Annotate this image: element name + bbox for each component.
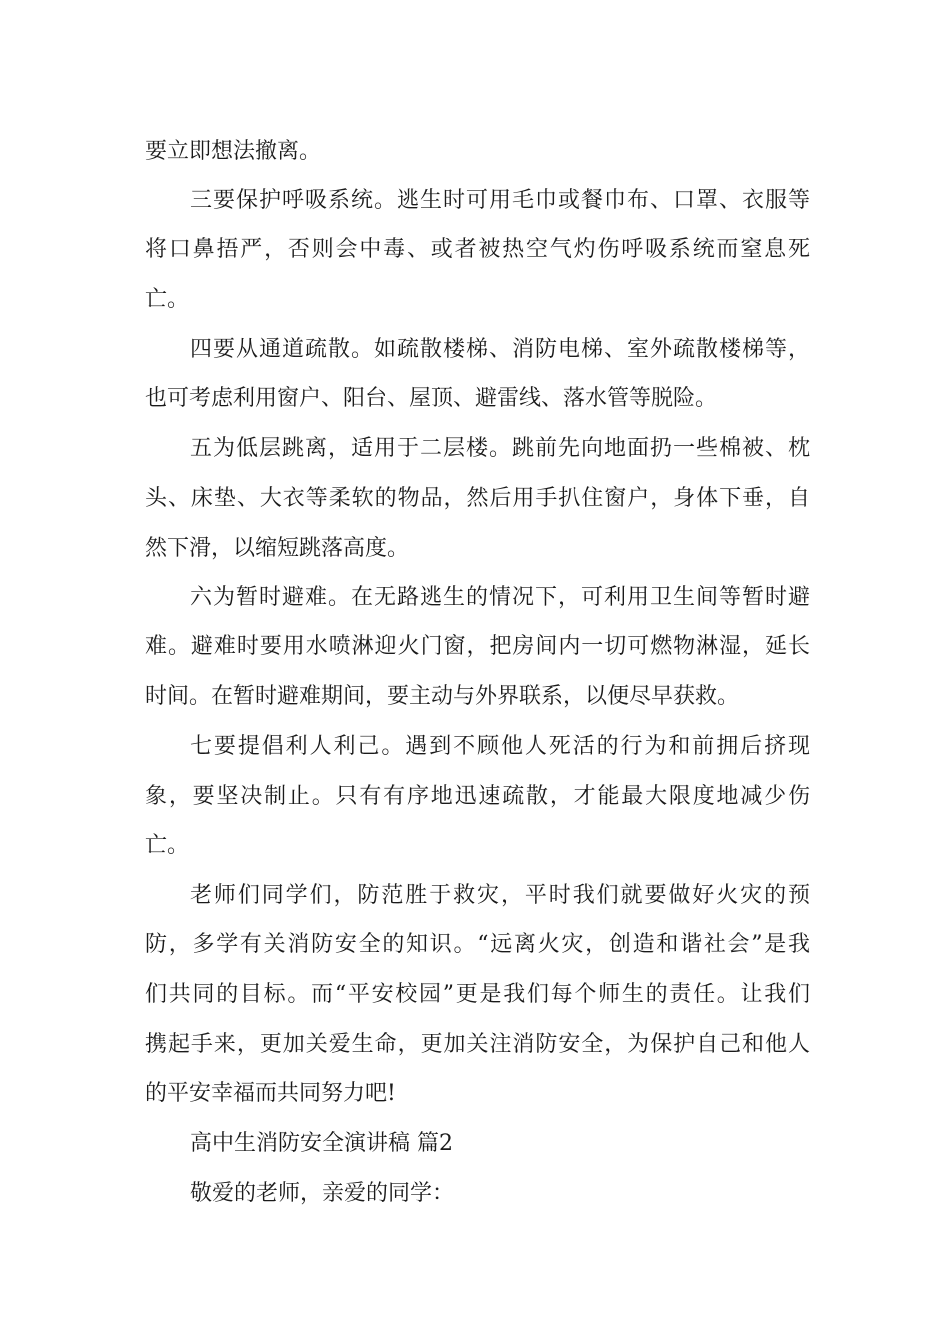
text-line: 老师们同学们，防范胜于救灾，平时我们就要做好火灾的预 — [190, 883, 810, 908]
text-line: 时间。在暂时避难期间，要主动与外界联系，以便尽早获救。 — [145, 684, 740, 709]
text-line: 四要从通道疏散。如疏散楼梯、消防电梯、室外疏散楼梯等， — [190, 337, 810, 362]
text-line: 携起手来，更加关爱生命，更加关注消防安全，为保护自己和他人 — [145, 1032, 810, 1057]
salutation: 敬爱的老师，亲爱的同学： — [190, 1181, 455, 1206]
text-line: 亡。 — [145, 833, 190, 858]
text-line: 七要提倡利人利己。遇到不顾他人死活的行为和前拥后挤现 — [190, 734, 810, 759]
text-line: 也可考虑利用窗户、阳台、屋顶、避雷线、落水管等脱险。 — [145, 386, 718, 411]
text-line: 然下滑，以缩短跳落高度。 — [145, 536, 410, 561]
text-line: 六为暂时避难。在无路逃生的情况下，可利用卫生间等暂时避 — [190, 585, 810, 610]
text-line: 将口鼻捂严，否则会中毒、或者被热空气灼伤呼吸系统而窒息死 — [145, 237, 810, 262]
text-line: 要立即想法撤离。 — [145, 139, 322, 164]
text-line: 头、床垫、大衣等柔软的物品，然后用手扒住窗户，身体下垂，自 — [145, 486, 810, 511]
text-line: 难。避难时要用水喷淋迎火门窗，把房间内一切可燃物淋湿，延长 — [145, 634, 810, 659]
text-line: 防，多学有关消防安全的知识。“远离火灾，创造和谐社会”是我 — [145, 932, 810, 957]
text-line: 们共同的目标。而“平安校园”更是我们每个师生的责任。让我们 — [145, 982, 810, 1007]
section-heading: 高中生消防安全演讲稿 篇2 — [190, 1131, 453, 1156]
text-line: 的平安幸福而共同努力吧! — [145, 1081, 396, 1106]
text-line: 五为低层跳离，适用于二层楼。跳前先向地面扔一些棉被、枕 — [190, 436, 810, 461]
text-line: 象，要坚决制止。只有有序地迅速疏散，才能最大限度地减少伤 — [145, 784, 810, 809]
text-line: 三要保护呼吸系统。逃生时可用毛巾或餐巾布、口罩、衣服等 — [190, 188, 810, 213]
text-line: 亡。 — [145, 287, 190, 312]
